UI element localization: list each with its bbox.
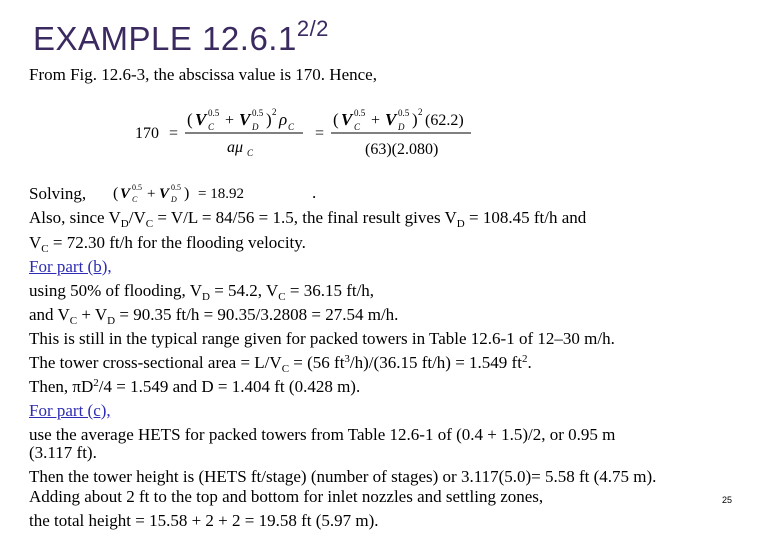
total-line: the total height = 15.58 + 2 + 2 = 19.58 ft (5.97 m). [29, 511, 379, 530]
using-line: using 50% of flooding, $V_D = 54.2$, $V_C = 36.15$ ft/h, [29, 281, 375, 303]
eq-sub-d: D [252, 122, 259, 132]
eq-exp-c: 0.5 [208, 108, 220, 118]
eq-paren-close-1: ) [266, 110, 272, 129]
eq-exp-c-2: 0.5 [354, 108, 366, 118]
eq-den-sub: C [247, 148, 254, 158]
eq-paren-close-2: ) [412, 110, 418, 129]
also-line: Also, since $V_D/V_C = V/L = 84/56 = 1.5$, the final result gives $V_D = 108.45$ ft/h and [29, 208, 587, 230]
intro-line: From Fig. 12.6-3, the abscissa value is 170. Hence, [29, 65, 377, 84]
solve-exp-c: 0.5 [132, 183, 142, 192]
height-line: Then the tower height is (HETS ft/stage) (number of stages) or 3.117(5.0)= 5.58 ft (4.75 m). [29, 467, 657, 486]
eq-plus-2: + [371, 112, 381, 129]
solve-sub-c: C [132, 195, 138, 204]
eq-paren-open-1: ( [187, 110, 193, 129]
solve-paren-close: ) [184, 185, 190, 202]
eq-paren-open-2: ( [333, 110, 339, 129]
title-superscript: 2/2 [296, 16, 329, 41]
solve-result: = 18.92 [198, 186, 244, 202]
eq-v-d-2: V [385, 110, 397, 129]
eq-denominator-1: aμ [227, 139, 244, 156]
eq-sub-c: C [208, 122, 215, 132]
eq-rho-sub: C [288, 122, 295, 132]
eq-sq-2: 2 [418, 107, 423, 117]
eq-sq-1: 2 [272, 107, 277, 117]
solving-label: Solving, [29, 184, 87, 203]
adding-line: Adding about 2 ft to the top and bottom for inlet nozzles and settling zones, [29, 487, 544, 506]
flooding-equation [135, 100, 515, 162]
eq-lhs: 170 [135, 125, 159, 142]
eq-v-c-2: V [341, 110, 353, 129]
solving-equation [113, 180, 273, 204]
solve-sub-d: D [171, 195, 177, 204]
eq-equals-1: = [169, 125, 179, 142]
eq-rho: ρ [279, 110, 288, 129]
solve-paren-open: ( [113, 185, 119, 202]
area-line: The tower cross-sectional area = $L/V_C = (56$ $ft^3/h)/(36.15$ ft/h) = 1.549 $ft^2$. [29, 353, 532, 375]
eq-sub-c-2: C [354, 122, 361, 132]
and-line: and $V_C + V_D = 90.35$ ft/h = 90.35/3.2808 = 27.54 m/h. [29, 305, 399, 327]
eq-exp-d-2: 0.5 [398, 108, 410, 118]
range-line: This is still in the typical range given for packed towers in Table 12.6-1 of 12–30 m/h. [29, 329, 615, 348]
part-c-link[interactable]: For part (c), [29, 401, 111, 420]
eq-v-c: V [195, 110, 207, 129]
title-main: EXAMPLE 12.6.1 [33, 20, 297, 57]
eq-sub-d-2: D [398, 122, 405, 132]
hets-ft-line: (3.117 ft). [29, 443, 97, 462]
then-line: Then, $\pi D^2/4 = 1.549$ and D = 1.404 ft (0.428 m). [29, 377, 361, 396]
vc-line: $V_C = 72.30$ ft/h for the flooding velocity. [29, 233, 306, 255]
solve-v-c: V [120, 186, 131, 202]
slide-title [33, 16, 329, 58]
solve-v-d: V [159, 186, 170, 202]
eq-exp-d: 0.5 [252, 108, 264, 118]
eq-v-d: V [239, 110, 251, 129]
eq-denominator-2: (63)(2.080) [365, 141, 439, 158]
page-number: 25 [722, 495, 733, 505]
solving-period: . [312, 183, 317, 202]
eq-num2-tail: (62.2) [425, 112, 464, 129]
eq-equals-2: = [315, 125, 325, 142]
solve-exp-d: 0.5 [171, 183, 181, 192]
hets-line: use the average HETS for packed towers from Table 12.6-1 of (0.4 + 1.5)/2, or 0.95 m [29, 425, 616, 444]
solve-plus: + [147, 186, 156, 202]
part-b-link[interactable]: For part (b), [29, 257, 112, 276]
eq-plus-1: + [225, 112, 235, 129]
